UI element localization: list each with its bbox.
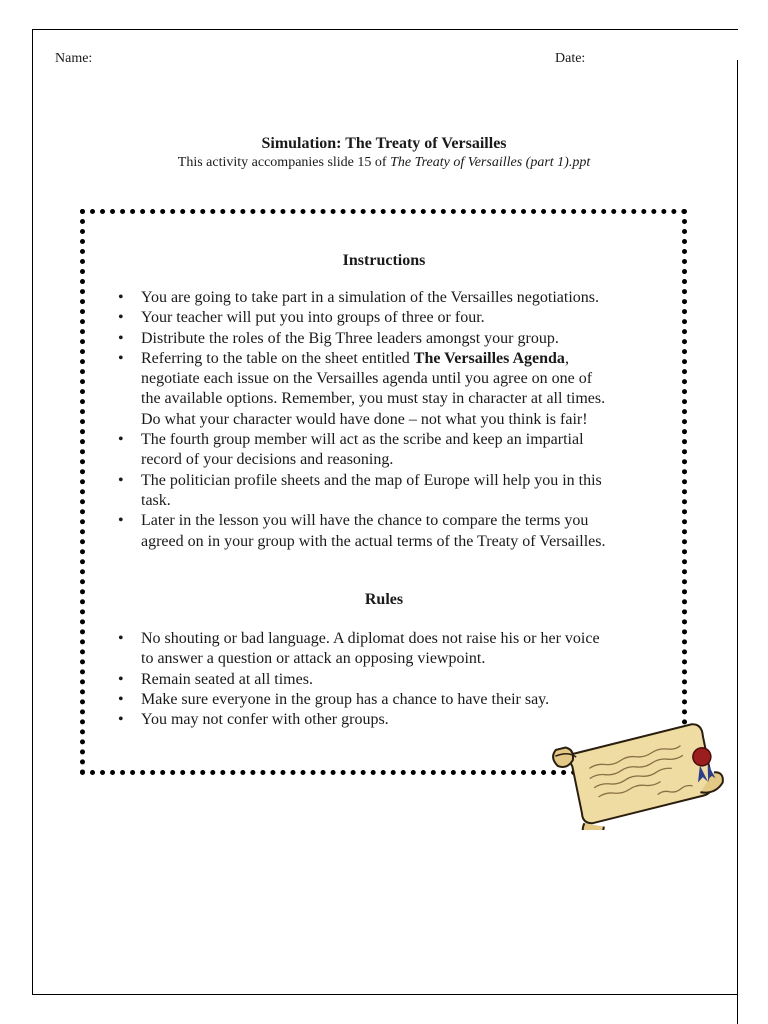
list-item-line: record of your decisions and reasoning. <box>141 451 394 469</box>
list-item <box>118 308 674 328</box>
list-item-line: to answer a question or attack an opposing viewpoint. <box>141 650 486 668</box>
list-item-line: You are going to take part in a simulation of the Versailles negotiations. <box>141 289 599 306</box>
item-text: , <box>564 349 569 367</box>
list-item-line: agreed on in your group with the actual terms of the Treaty of Versailles. <box>141 532 606 550</box>
list-item-line: Distribute the roles of the Big Three leaders amongst your group. <box>141 329 559 347</box>
list-item-line: The fourth group member will act as the scribe and keep an impartial <box>141 431 584 449</box>
name-label: Name: <box>55 51 93 66</box>
list-item <box>118 670 674 690</box>
list-item-line: Later in the lesson you will have the chance to compare the terms you <box>141 512 589 530</box>
list-item-line: negotiate each issue on the Versailles agenda until you agree on one of <box>141 370 593 388</box>
date-label: Date: <box>555 51 586 66</box>
list-item <box>118 511 674 552</box>
rules-heading: Rules <box>364 591 404 608</box>
page-border-left <box>32 29 33 995</box>
page-title: Simulation: The Treaty of Versailles <box>261 135 507 152</box>
parchment-scroll-icon <box>550 700 730 830</box>
list-item-line: You may not confer with other groups. <box>141 711 389 729</box>
instructions-list <box>118 288 674 552</box>
item-text: Referring to the table on the sheet entitled <box>141 349 414 367</box>
page-border-top <box>32 29 738 30</box>
subtitle-source: The Treaty of Versailles (part 1).ppt <box>390 155 591 170</box>
list-item-line: Do what your character would have done – not what you think is fair! <box>141 410 588 428</box>
agenda-sheet-title: The Versailles Agenda <box>413 349 565 367</box>
list-item-line: task. <box>141 491 171 509</box>
list-item <box>118 471 674 512</box>
list-item-line: Make sure everyone in the group has a chance to have their say. <box>141 690 550 708</box>
list-item <box>118 430 674 471</box>
page-subtitle <box>0 155 768 171</box>
list-item-line: No shouting or bad language. A diplomat does not raise his or her voice <box>141 630 600 647</box>
list-item <box>118 329 674 349</box>
page-border-bottom <box>32 994 738 995</box>
list-item-line: Your teacher will put you into groups of three or four. <box>141 309 485 327</box>
page-border-right <box>737 60 738 1024</box>
list-item-line: The politician profile sheets and the map of Europe will help you in this <box>141 471 602 489</box>
list-item-line: Remain seated at all times. <box>141 670 313 688</box>
list-item <box>118 349 674 430</box>
instructions-heading: Instructions <box>342 252 426 269</box>
subtitle-prefix: This activity accompanies slide 15 of <box>177 155 391 170</box>
list-item-line <box>141 350 569 367</box>
list-item <box>118 629 674 670</box>
list-item-line: the available options. Remember, you must stay in character at all times. <box>141 390 606 408</box>
list-item <box>118 288 674 308</box>
